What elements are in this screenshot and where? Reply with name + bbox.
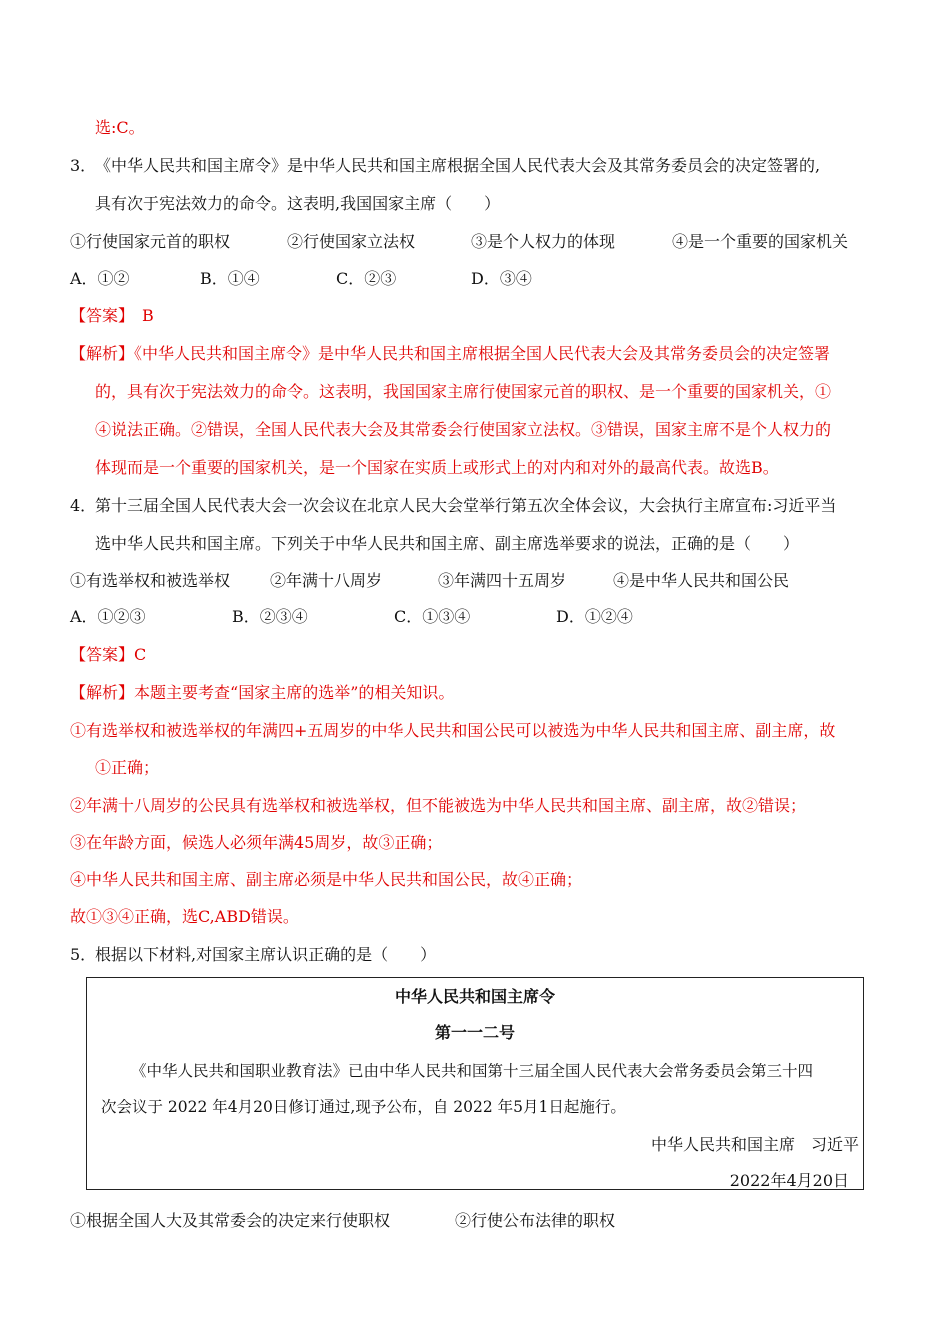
q3-statement-3: ③是个人权力的体现 [471, 232, 616, 251]
material-body-line1: 《中华人民共和国职业教育法》已由中华人民共和国第十三届全国人民代表大会常务委员会第三十四 [131, 1062, 814, 1080]
q4-analysis-line1: ①有选举权和被选举权的年满四+五周岁的中华人民共和国公民可以被选为中华人民共和国主席、副主席，故 [70, 721, 836, 740]
q4-option-a: A．①②③ [70, 607, 146, 626]
q4-answer-value: C [134, 645, 147, 664]
q4-analysis-line6: 故①③④正确，选C,ABD错误。 [70, 907, 299, 926]
material-subtitle: 第一一二号 [434, 1023, 515, 1042]
q3-statement-4: ④是一个重要的国家机关 [672, 232, 849, 251]
q5-stem: 根据以下材料,对国家主席认识正确的是（ ） [95, 945, 437, 964]
q3-analysis-label: 【解析】 [70, 344, 135, 363]
q4-analysis-line3: ②年满十八周岁的公民具有选举权和被选举权，但不能被选为中华人民共和国主席、副主席，故②错误； [70, 796, 807, 815]
q4-answer [70, 644, 146, 666]
q3-answer-label: 【答案】 [70, 306, 135, 325]
q4-statement-2: ②年满十八周岁 [270, 571, 383, 590]
q3-statement-2: ②行使国家立法权 [287, 232, 416, 251]
q3-answer-value: B [142, 306, 154, 325]
q4-stem-line1: 第十三届全国人民代表大会一次会议在北京人民大会堂举行第五次全体会议，大会执行主席宣布:习近平当 [95, 496, 837, 515]
q3-option-d: D．③④ [471, 269, 532, 288]
q4-statement-3: ③年满四十五周岁 [438, 571, 567, 590]
q3-statement-1: ①行使国家元首的职权 [70, 232, 231, 251]
q5-statement-1: ①根据全国人大及其常委会的决定来行使职权 [70, 1211, 391, 1230]
q4-statement-1: ①有选举权和被选举权 [70, 571, 231, 590]
q4-option-c: C．①③④ [394, 607, 471, 626]
q3-option-b: B．①④ [200, 269, 260, 288]
q4-option-b: B．②③④ [232, 607, 308, 626]
q3-answer [70, 305, 154, 327]
q3-analysis-line2: 的，具有次于宪法效力的命令。这表明，我国国家主席行使国家元首的职权、是一个重要的国家机关，① [95, 382, 832, 401]
material-signature: 中华人民共和国主席 习近平 [650, 1135, 859, 1154]
q4-number: 4． [70, 496, 97, 515]
q3-stem-line1: 《中华人民共和国主席令》是中华人民共和国主席根据全国人民代表大会及其常务委员会的决定签署的, [95, 156, 821, 175]
q3-analysis-line4: 体现而是一个重要的国家机关，是一个国家在实质上或形式上的对内和对外的最高代表。故选B。 [95, 458, 779, 477]
q3-number: 3． [70, 156, 97, 175]
q4-stem-line2: 选中华人民共和国主席。下列关于中华人民共和国主席、副主席选举要求的说法，正确的是（ ） [95, 534, 800, 553]
q4-option-d: D．①②④ [556, 607, 633, 626]
q3-option-a: A．①② [70, 269, 130, 288]
q4-analysis-line2: ①正确； [95, 758, 160, 777]
q3-analysis-line3: ④说法正确。②错误，全国人民代表大会及其常委会行使国家立法权。③错误，国家主席不是个人权力的 [95, 420, 832, 439]
q4-analysis-label: 【解析】 [70, 683, 135, 702]
q4-analysis-intro: 【解析】本题主要考查“国家主席的选举”的相关知识。 [70, 683, 455, 702]
material-body-line2: 次会议于 2022 年4月20日修订通过,现予公布，自 2022 年5月1日起施行。 [101, 1098, 626, 1116]
q4-statement-4: ④是中华人民共和国公民 [613, 571, 790, 590]
q5-number: 5． [70, 945, 97, 964]
q4-answer-label: 【答案】 [70, 645, 135, 664]
previous-answer: 选:C。 [95, 118, 145, 137]
material-title: 中华人民共和国主席令 [394, 987, 555, 1006]
q4-analysis-line5: ④中华人民共和国主席、副主席必须是中华人民共和国公民，故④正确； [70, 870, 583, 889]
q3-analysis-line1: 【解析】《中华人民共和国主席令》是中华人民共和国主席根据全国人民代表大会及其常务委员会的决定签署 [70, 344, 831, 363]
q4-analysis-line4: ③在年龄方面，候选人必须年满45周岁，故③正确； [70, 833, 443, 852]
q5-statement-2: ②行使公布法律的职权 [455, 1211, 616, 1230]
q3-option-c: C．②③ [336, 269, 397, 288]
q5-material-box [86, 977, 864, 1190]
material-date: 2022年4月20日 [729, 1171, 849, 1190]
q3-stem-line2: 具有次于宪法效力的命令。这表明,我国国家主席（ ） [95, 194, 501, 213]
